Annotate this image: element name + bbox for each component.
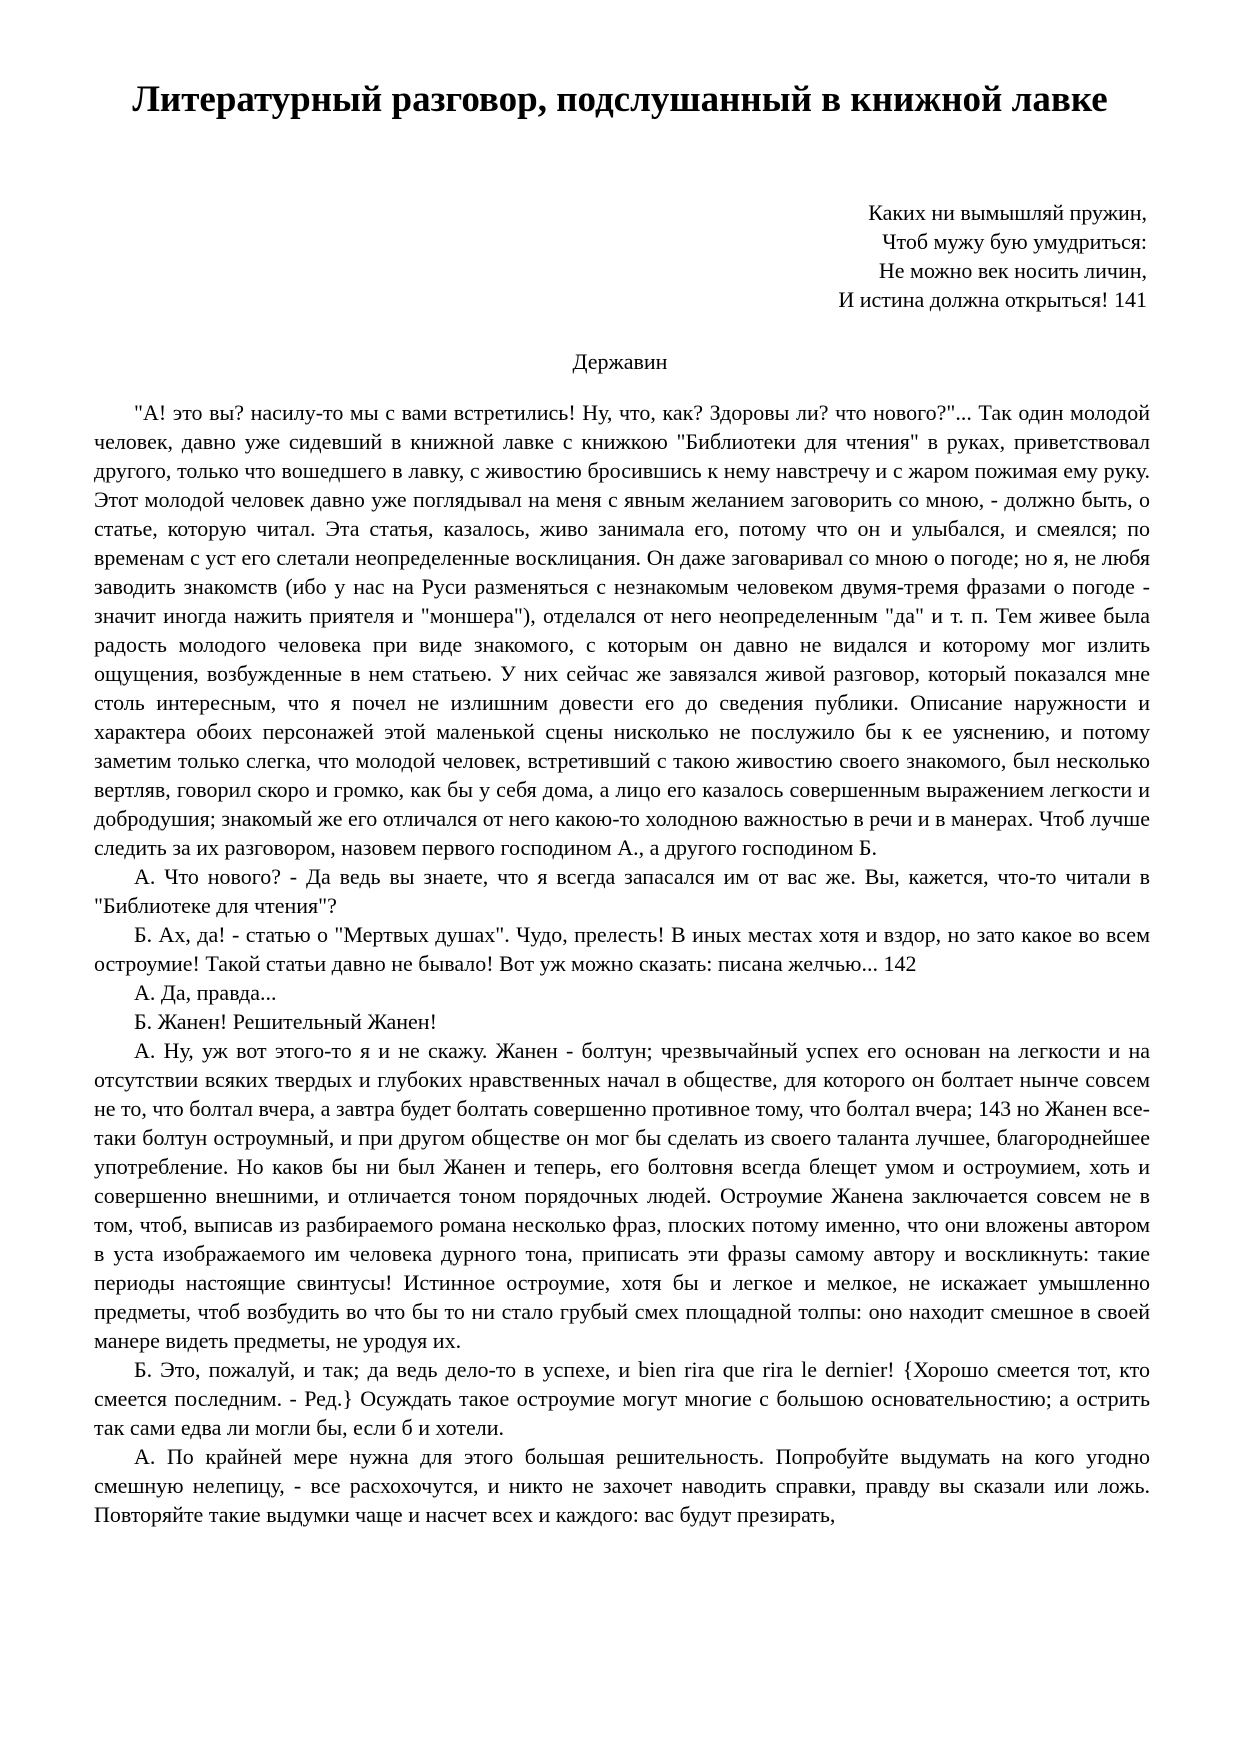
body-text [94,398,1150,1529]
paragraph: Б. Ах, да! - статью о "Мертвых душах". Чудо, прелесть! В иных местах хотя и вздор, но зато какое во всем остроумие! Такой статьи давно не бывало! Вот уж можно сказать: писана желчью... 142 [94,922,1150,976]
epigraph-line: Чтоб мужу бую умудриться: [882,229,1147,254]
epigraph-line: И истина должна открыться! 141 [838,287,1147,312]
epigraph-author: Державин [572,349,668,374]
epigraph-line: Каких ни вымышляй пружин, [868,200,1147,225]
paragraph: Б. Жанен! Решительный Жанен! [134,1009,437,1034]
page-title: Литературный разговор, подслушанный в книжной лавке [132,79,1108,120]
paragraph: А. Да, правда... [134,980,277,1005]
epigraph [620,198,1147,314]
paragraph: Б. Это, пожалуй, и так; да ведь дело-то в успехе, и bien rira que rira le dernier! {Хорошо смеется тот, кто смеется последним. - Ред.} Осуждать такое остроумие могут многие с большою основательностию; а острить так сами едва ли могли бы, если б и хотели. [94,1357,1150,1440]
paragraph: А. По крайней мере нужна для этого большая решительность. Попробуйте выдумать на кого угодно смешную нелепицу, - все расхохочутся, и никто не захочет наводить справки, правду вы сказали или ложь. Повторяйте такие выдумки чаще и насчет всех и каждого: вас будут презирать, [94,1444,1150,1527]
paragraph: А. Что нового? - Да ведь вы знаете, что я всегда запасался им от вас же. Вы, кажется, что-то читали в "Библиотеке для чтения"? [94,864,1150,918]
paragraph: А. Ну, уж вот этого-то я и не скажу. Жанен - болтун; чрезвычайный успех его основан на легкости и на отсутствии всяких твердых и глубоких нравственных начал в обществе, для которого он болтает нынче совсем не то, что болтал вчера, а завтра будет болтать совершенно противное тому, что болтал вчера; 143 но Жанен все-таки болтун остроумный, и при другом обществе он мог бы сделать из своего таланта лучшее, благороднейшее употребление. Но каков бы ни был Жанен и теперь, его болтовня всегда блещет умом и остроумием, хоть и совершенно внешними, и отличается тоном порядочных людей. Остроумие Жанена заключается совсем не в том, чтоб, выписав из разбираемого романа несколько фраз, плоских потому именно, что они вложены автором в уста изображаемого им человека дурного тона, приписать эти фразы самому автору и воскликнуть: такие периоды настоящие свинтусы! Истинное остроумие, хотя бы и легкое и мелкое, не искажает умышленно предметы, чтоб возбудить во что бы то ни стало грубый смех площадной толпы: оно находит смешное в своей манере видеть предметы, не уродуя их. [94,1038,1150,1353]
paragraph: "А! это вы? насилу-то мы с вами встретились! Ну, что, как? Здоровы ли? что нового?"... Так один молодой человек, давно уже сидевший в книжной лавке с книжкою "Библиотеки для чтения" в руках, приветствовал другого, только что вошедшего в лавку, с живостию бросившись к нему навстречу и с жаром пожимая ему руку. Этот молодой человек давно уже поглядывал на меня с явным желанием заговорить со мною, - должно быть, о статье, которую читал. Эта статья, казалось, живо занимала его, потому что он и улыбался, и смеялся; по временам с уст его слетали неопределенные восклицания. Он даже заговаривал со мною о погоде; но я, не любя заводить знакомств (ибо у нас на Руси разменяться с незнакомым человеком двумя-тремя фразами о погоде - значит иногда нажить приятеля и "моншера"), отделался от него неопределенным "да" и т. п. Тем живее была радость молодого человека при виде знакомого, с которым он давно не видался и которому мог излить ощущения, возбужденные в нем статьею. У них сейчас же завязался живой разговор, который показался мне столь интересным, что я почел не излишним довести его до сведения публики. Описание наружности и характера обоих персонажей этой маленькой сцены нисколько не послужило бы к ее уяснению, и потому заметим только слегка, что молодой человек, встретивший с такою живостию своего знакомого, был несколько вертляв, говорил скоро и громко, как бы у себя дома, а лицо его казалось совершенным выражением легкости и добродушия; знакомый же его отличался от него какою-то холодною важностью в речи и в манерах. Чтоб лучше следить за их разговором, назовем первого господином А., а другого господином Б. [94,400,1150,860]
epigraph-line: Не можно век носить личин, [878,258,1147,283]
